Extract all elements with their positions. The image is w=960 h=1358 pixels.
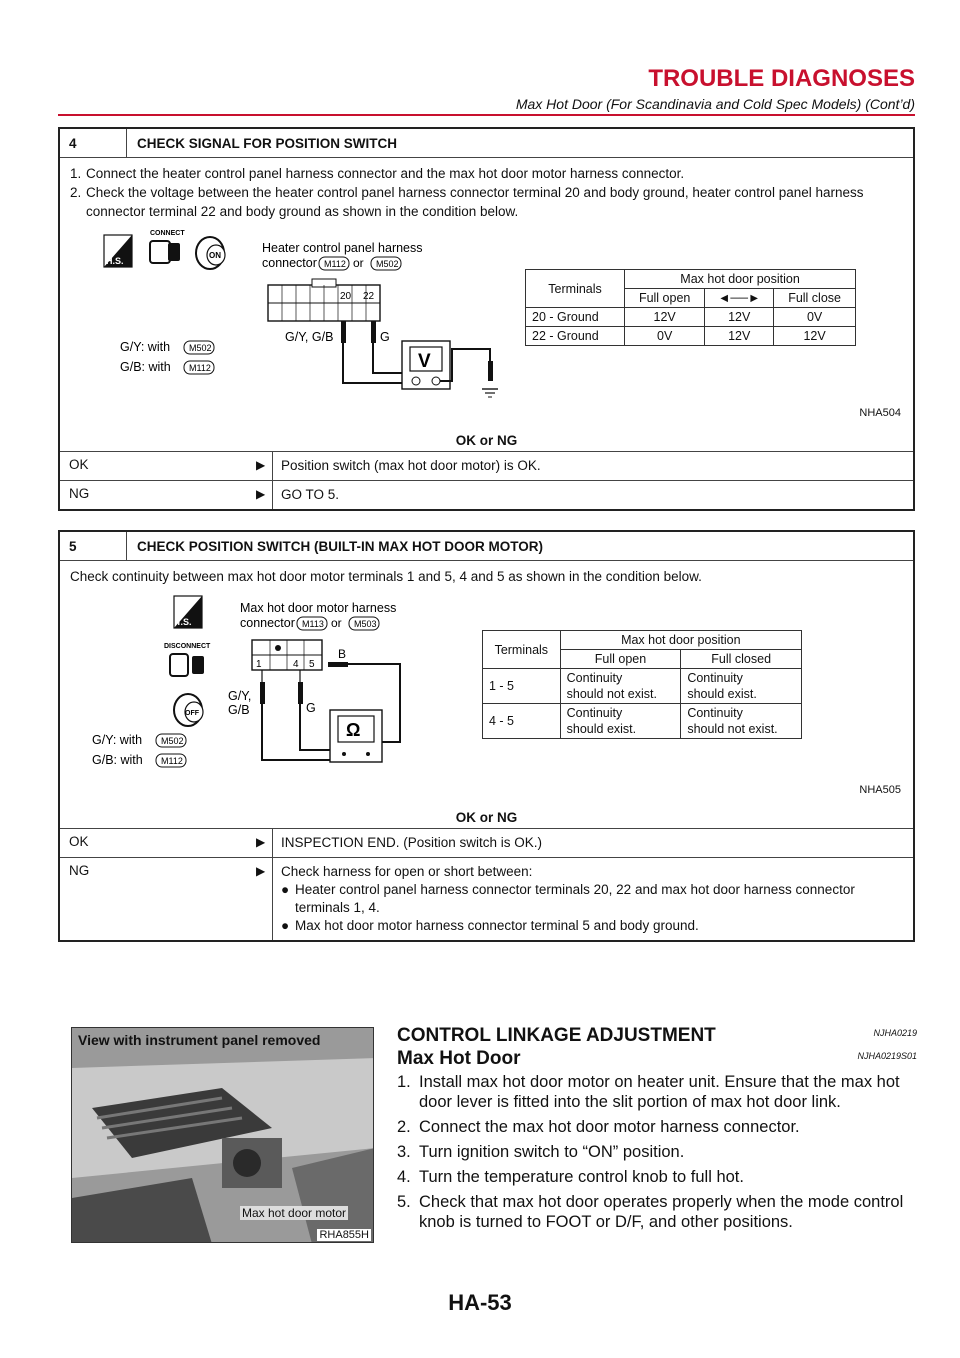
- gb-legend-code: M112: [161, 756, 183, 766]
- bullet-text: Max hot door motor harness connector terminal 5 and body ground.: [295, 918, 699, 933]
- ohmmeter-icon: [330, 710, 382, 762]
- list-item: [397, 1192, 917, 1232]
- hs-badge-text: H.S.: [106, 256, 124, 266]
- list-number: 4.: [397, 1168, 411, 1186]
- wire-label-gy: G/Y,: [228, 689, 252, 703]
- connector-face: [252, 640, 322, 670]
- list-number: 2.: [397, 1118, 411, 1136]
- connector-face: [268, 279, 380, 321]
- header-rule: [58, 114, 915, 116]
- header-subtitle: Max Hot Door (For Scandinavia and Cold Spec Models) (Cont’d): [515, 96, 915, 112]
- meter-symbol: V: [418, 351, 431, 372]
- table-subheader-close: Full closed: [681, 650, 802, 669]
- disconnect-label: DISCONNECT: [164, 643, 211, 650]
- bullet-item: [281, 881, 905, 917]
- hs-badge-icon: [104, 235, 132, 267]
- figure-id: NHA505: [859, 784, 901, 796]
- connector-title-2: connector: [262, 256, 317, 270]
- table-header-terminals: Terminals: [526, 270, 625, 308]
- list-text: Turn the temperature control knob to full hot.: [419, 1168, 744, 1186]
- list-number: 3.: [397, 1143, 411, 1161]
- list-text: Check that max hot door operates properly when the mode control knob is turned to FOOT or D/F, and other positions.: [419, 1193, 904, 1231]
- table-row: [483, 704, 802, 739]
- table-cell: 12V: [705, 308, 774, 327]
- instruction-text: Check continuity between max hot door motor terminals 1 and 5, 4 and 5 as shown in the condition below.: [70, 569, 702, 584]
- result-row-ok: [60, 451, 913, 480]
- instruction-item: [70, 164, 903, 183]
- instruction-item: [70, 183, 903, 221]
- table-cell: [681, 704, 802, 739]
- instruction-number: 2.: [70, 185, 82, 200]
- connector-code-b: M503: [354, 619, 377, 629]
- result-code: OK: [69, 834, 89, 849]
- meter-symbol: Ω: [346, 720, 361, 740]
- gy-legend-code: M502: [189, 343, 212, 353]
- connector-code-b: M502: [376, 259, 399, 269]
- step-4-header: [60, 129, 913, 158]
- table-subheader-close: Full close: [774, 289, 856, 308]
- step-4-body: [60, 158, 913, 451]
- section-title-text: CONTROL LINKAGE ADJUSTMENT: [397, 1025, 716, 1046]
- table-cell: 20 - Ground: [526, 308, 625, 327]
- connect-plug-icon: [150, 230, 185, 263]
- connector-code-a: M113: [302, 619, 324, 629]
- instruction-text: Connect the heater control panel harness connector and the max hot door motor harness connector.: [86, 166, 685, 181]
- pin-22-label: 22: [363, 291, 375, 302]
- pin-20-label: 20: [340, 291, 352, 302]
- photo-caption: View with instrument panel removed: [78, 1032, 321, 1048]
- ignition-on-icon: [196, 237, 225, 269]
- result-code: NG: [69, 486, 90, 501]
- connector-code-a: M112: [324, 259, 346, 269]
- result-code: OK: [69, 457, 89, 472]
- arrow-icon: ▶: [256, 864, 266, 878]
- table-cell: 22 - Ground: [526, 327, 625, 346]
- instruction-text: Check the voltage between the heater control panel harness connector terminal 20 and body ground, heater control panel harness connector terminal 22 and body ground as shown in the condition below.: [86, 185, 864, 219]
- table-row: [526, 308, 856, 327]
- result-row-ng: [60, 480, 913, 509]
- result-row-ok: [60, 828, 913, 857]
- arrow-icon: ▶: [256, 835, 266, 849]
- result-text: INSPECTION END. (Position switch is OK.): [272, 829, 913, 857]
- wire-label-gb: G/B: [228, 703, 250, 717]
- header-title: TROUBLE DIAGNOSES: [648, 65, 915, 92]
- cell-line: should not exist.: [687, 722, 778, 736]
- step-5-body: [60, 561, 913, 828]
- section-title: [397, 1024, 917, 1047]
- cell-line: should exist.: [687, 687, 757, 701]
- connector-or: or: [353, 256, 364, 270]
- result-text: GO TO 5.: [272, 481, 913, 509]
- continuity-check-diagram: [90, 590, 510, 790]
- table-subheader-open: Full open: [625, 289, 705, 308]
- table-cell: [560, 704, 681, 739]
- table-header-terminals: Terminals: [483, 631, 561, 669]
- table-cell: 4 - 5: [483, 704, 561, 739]
- voltage-spec-table: [525, 269, 856, 346]
- step-5-header: [60, 532, 913, 561]
- list-number: 5.: [397, 1193, 411, 1211]
- gy-legend-code: M502: [161, 736, 184, 746]
- bullet-icon: ●: [281, 918, 290, 933]
- wire-label-b: B: [338, 647, 347, 661]
- table-cell: 1 - 5: [483, 669, 561, 704]
- result-code: NG: [69, 863, 90, 878]
- result-text: Check harness for open or short between:: [281, 864, 533, 879]
- on-label: ON: [209, 251, 221, 260]
- table-row: [526, 327, 856, 346]
- list-item: [397, 1117, 917, 1137]
- arrow-icon: ▶: [256, 487, 266, 501]
- result-row-ng: [60, 857, 913, 940]
- result-text-block: [272, 858, 913, 940]
- control-linkage-section: [397, 1024, 917, 1237]
- connector-title-1: Heater control panel harness: [262, 241, 423, 255]
- instruction-number: 1.: [70, 166, 82, 181]
- list-item: [397, 1142, 917, 1162]
- cell-line: should exist.: [566, 722, 637, 736]
- pin-5-label: 5: [309, 659, 315, 670]
- table-cell: [560, 669, 681, 704]
- section-subtitle: [397, 1047, 917, 1070]
- connector-title-1: Max hot door motor harness: [240, 601, 397, 615]
- gy-legend: G/Y: with: [120, 340, 171, 354]
- photo-label: Max hot door motor: [242, 1206, 347, 1220]
- cell-line: Continuity: [687, 671, 743, 685]
- pin-4-label: 4: [293, 659, 299, 670]
- list-item: [397, 1167, 917, 1187]
- table-cell: [681, 669, 802, 704]
- cell-line: Continuity: [566, 671, 623, 685]
- gb-legend: G/B: with: [120, 360, 171, 374]
- arrow-icon: ▶: [256, 458, 266, 472]
- off-label: OFF: [185, 710, 199, 717]
- gb-legend-code: M112: [189, 363, 211, 373]
- section-code: NJHA0219: [873, 1028, 917, 1038]
- table-header-position: Max hot door position: [625, 270, 856, 289]
- section-subtitle-text: Max Hot Door: [397, 1048, 521, 1069]
- continuity-spec-table: [482, 630, 802, 739]
- cell-line: should not exist.: [566, 687, 657, 701]
- figure-voltage-check: [70, 221, 903, 431]
- table-cell: 0V: [774, 308, 856, 327]
- gb-legend: G/B: with: [92, 753, 143, 767]
- step-number: 4: [60, 129, 127, 157]
- disconnect-plug-icon: [164, 643, 211, 676]
- table-row: [483, 669, 802, 704]
- bullet-item: [281, 917, 905, 935]
- list-number: 1.: [397, 1073, 411, 1091]
- heater-unit-photo: [71, 1027, 374, 1243]
- list-text: Install max hot door motor on heater unit. Ensure that the max hot door lever is fitted into the slit portion of max hot door link.: [419, 1073, 900, 1111]
- table-cell: 0V: [625, 327, 705, 346]
- pin-1-label: 1: [256, 659, 262, 670]
- ok-or-ng: OK or NG: [455, 810, 518, 825]
- list-text: Turn ignition switch to “ON” position.: [419, 1143, 685, 1161]
- cell-line: Continuity: [687, 706, 743, 720]
- step-title: CHECK POSITION SWITCH (BUILT-IN MAX HOT DOOR MOTOR): [137, 538, 543, 554]
- list-text: Connect the max hot door motor harness connector.: [419, 1118, 800, 1136]
- bullet-icon: ●: [281, 882, 290, 897]
- list-item: [397, 1072, 917, 1112]
- step-4-box: [58, 127, 915, 511]
- ignition-off-icon: [174, 694, 203, 726]
- page-header: [455, 66, 915, 113]
- connect-label: CONNECT: [150, 230, 185, 237]
- ts-badge-icon: [174, 596, 202, 628]
- table-cell: 12V: [625, 308, 705, 327]
- figure-id: NHA504: [859, 407, 901, 419]
- connector-or: or: [331, 616, 342, 630]
- ts-badge-text: T.S.: [176, 617, 192, 627]
- adjust-steps: [397, 1072, 917, 1232]
- table-header-position: Max hot door position: [560, 631, 801, 650]
- step-number: 5: [60, 532, 127, 560]
- wire-label-g: G: [306, 701, 316, 715]
- table-subheader-open: Full open: [560, 650, 681, 669]
- gy-legend: G/Y: with: [92, 733, 143, 747]
- table-cell: 12V: [705, 327, 774, 346]
- step-5-box: [58, 530, 915, 942]
- table-cell: 12V: [774, 327, 856, 346]
- figure-continuity-check: [70, 586, 903, 808]
- wire-label-gy-gb: G/Y, G/B: [285, 330, 334, 344]
- cell-line: Continuity: [566, 706, 623, 720]
- voltage-check-diagram: [90, 229, 550, 419]
- connector-title-2: connector: [240, 616, 295, 630]
- photo-id: RHA855H: [319, 1229, 369, 1241]
- wire-label-g: G: [380, 330, 390, 344]
- table-subheader-arrow: ◄──►: [705, 289, 774, 308]
- bullet-text: Heater control panel harness connector terminals 20, 22 and max hot door harness connector terminals 1, 4.: [295, 882, 855, 915]
- page-number: HA-53: [448, 1290, 512, 1315]
- section-sub-code: NJHA0219S01: [857, 1051, 917, 1061]
- ok-or-ng: OK or NG: [455, 433, 518, 448]
- result-text: Position switch (max hot door motor) is OK.: [272, 452, 913, 480]
- step-title: CHECK SIGNAL FOR POSITION SWITCH: [137, 135, 398, 151]
